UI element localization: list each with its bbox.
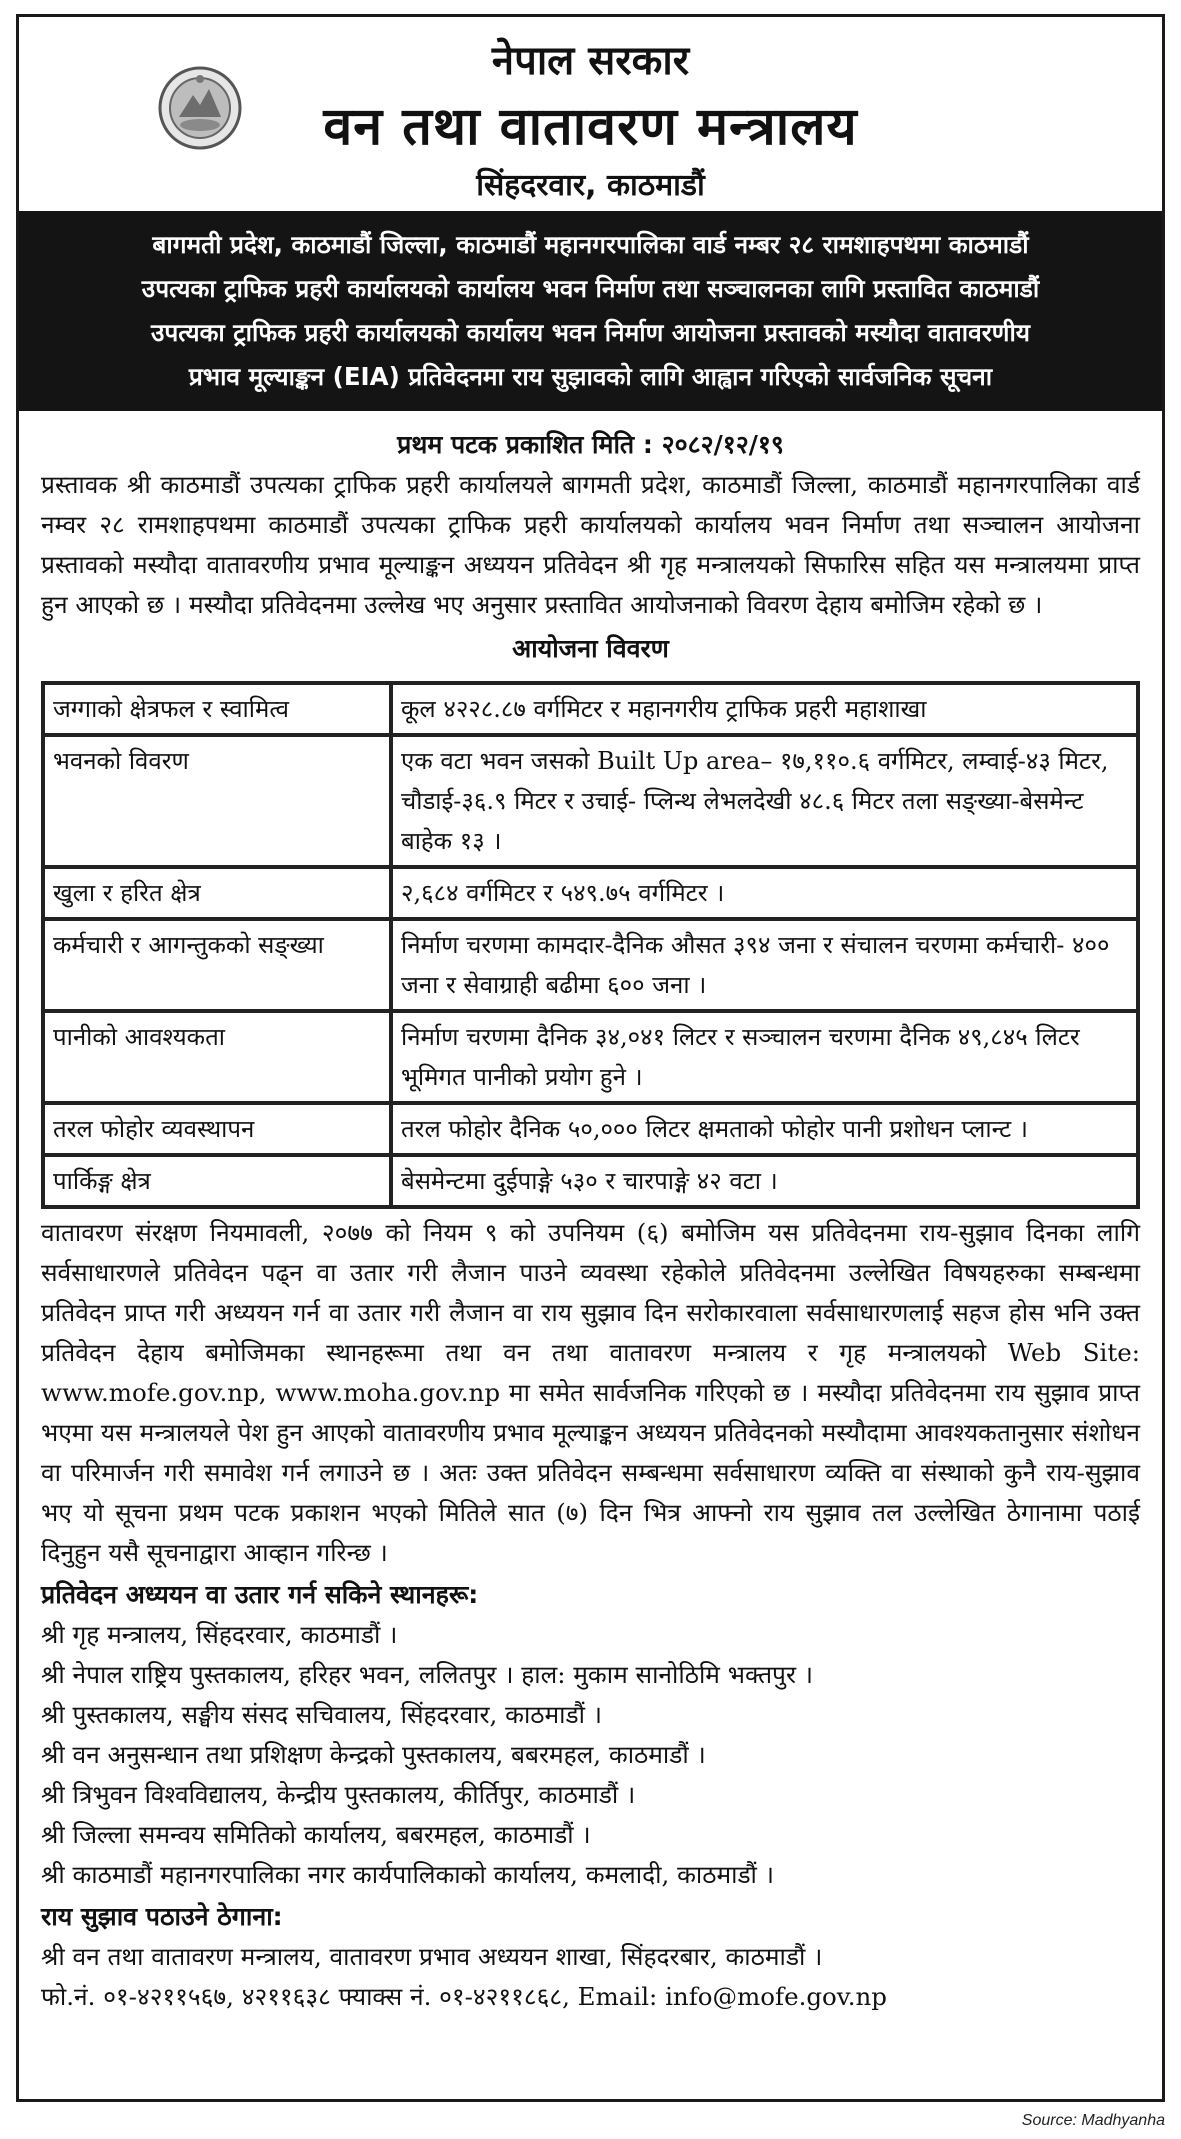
table-row: [43, 1103, 1138, 1155]
detail-label: भवनको विवरण: [43, 735, 391, 867]
detail-label: कर्मचारी र आगन्तुकको सङ्ख्या: [43, 919, 391, 1011]
detail-label: तरल फोहोर व्यवस्थापन: [43, 1103, 391, 1155]
source-credit: Source: Madhyanha: [1021, 2112, 1165, 2129]
detail-value: २,६८४ वर्गमिटर र ५४९.७५ वर्गमिटर ।: [391, 867, 1138, 919]
notice-body: [19, 411, 1162, 2017]
location-item: श्री वन अनुसन्धान तथा प्रशिक्षण केन्द्रको पुस्तकालय, बबरमहल, काठमाडौं ।: [41, 1740, 706, 1769]
banner-line: बागमती प्रदेश, काठमाडौं जिल्ला, काठमाडौं महानगरपालिका वार्ड नम्बर २८ रामशाहपथमा काठमाडौं: [152, 230, 1029, 259]
location-item: श्री गृह मन्त्रालय, सिंहदरवार, काठमाडौं ।: [41, 1620, 398, 1649]
banner-line: उपत्यका ट्राफिक प्रहरी कार्यालयको कार्यालय भवन निर्माण तथा सञ्चालनका लागि प्रस्तावित काठमाडौं: [141, 274, 1040, 303]
notice-page: [16, 14, 1165, 2102]
locations-heading: प्रतिवेदन अध्ययन वा उतार गर्न सकिने स्थानहरू:: [41, 1580, 479, 1609]
contact-line: फो.नं. ०१-४२११५६७, ४२११६३८ फ्याक्स नं. ०१-४२११८६८, Email: info@mofe.gov.np: [41, 1982, 887, 2011]
notice-header: [19, 17, 1162, 203]
banner-line: प्रभाव मूल्याङ्कन (EIA) प्रतिवेदनमा राय सुझावको लागि आह्वान गरिएको सार्वजनिक सूचना: [188, 362, 993, 391]
detail-label: पानीको आवश्यकता: [43, 1011, 391, 1103]
notice-banner: [19, 211, 1162, 411]
government-title: नेपाल सरकार: [491, 38, 690, 84]
detail-label: खुला र हरित क्षेत्र: [43, 867, 391, 919]
location-item: श्री नेपाल राष्ट्रिय पुस्तकालय, हरिहर भवन, ललितपुर । हाल: मुकाम सानोठिमि भक्तपुर ।: [41, 1660, 814, 1689]
table-row: [43, 919, 1138, 1011]
project-section-title: आयोजना विवरण: [512, 634, 669, 663]
location-item: श्री काठमाडौं महानगरपालिका नगर कार्यपालिकाको कार्यालय, कमलादी, काठमाडौं ।: [41, 1860, 774, 1889]
main-paragraph: वातावरण संरक्षण नियमावली, २०७७ को नियम ९ को उपनियम (६) बमोजिम यस प्रतिवेदनमा राय-सुझाव दिनका लागि सर्वसाधारणले प्रतिवेदन पढ्न वा उतार गरी लैजान पाउने व्यवस्था रहेकोले प्रतिवेदनमा उल्लेखित विषयहरुका सम्बन्धमा प्रतिवेदन प्राप्त गरी अध्ययन गर्न वा उतार गरी लैजान वा राय सुझाव दिन सरोकारवाला सर्वसाधारणलाई सहज होस भनि उक्त प्रतिवेदन देहाय बमोजिमका स्थानहरूमा तथा वन तथा वातावरण मन्त्रालय र गृह मन्त्रालयको Web Site: www.mofe.gov.np, www.moha.gov.np मा समेत सार्वजनिक गरिएको छ । मस्यौदा प्रतिवेदनमा राय सुझाव प्राप्त भएमा यस मन्त्रालयले पेश हुन आएको वातावरणीय प्रभाव मूल्याङ्कन अध्ययन प्रतिवेदनको मस्यौदामा आवश्यकतानुसार संशोधन वा परिमार्जन गरी समावेश गर्न लगाउने छ । अतः उक्त प्रतिवेदन सम्बन्धमा सर्वसाधारण व्यक्ति वा संस्थाको कुनै राय-सुझाव भए यो सूचना प्रथम पटक प्रकाशन भएको मितिले सात (७) दिन भित्र आफ्नो राय सुझाव तल उल्लेखित ठेगानामा पठाई दिनुहुन यसै सूचनाद्वारा आव्हान गरिन्छ ।: [41, 1218, 1140, 1567]
location-item: श्री जिल्ला समन्वय समितिको कार्यालय, बबरमहल, काठमाडौं ।: [41, 1820, 591, 1849]
detail-value: तरल फोहोर दैनिक ५०,००० लिटर क्षमताको फोहोर पानी प्रशोधन प्लान्ट ।: [391, 1103, 1138, 1155]
ministry-address: सिंहदरवार, काठमाडौं: [476, 168, 705, 203]
detail-label: जग्गाको क्षेत्रफल र स्वामित्व: [43, 683, 391, 735]
table-row: [43, 1011, 1138, 1103]
location-item: श्री त्रिभुवन विश्वविद्यालय, केन्द्रीय पुस्तकालय, कीर्तिपुर, काठमाडौं ।: [41, 1780, 636, 1809]
table-row: [43, 1155, 1138, 1207]
ministry-title: वन तथा वातावरण मन्त्रालय: [323, 97, 858, 157]
address-line: श्री वन तथा वातावरण मन्त्रालय, वातावरण प्रभाव अध्ययन शाखा, सिंहदरबार, काठमाडौं ।: [41, 1942, 823, 1971]
table-row: [43, 683, 1138, 735]
project-details-table: [41, 681, 1140, 1209]
detail-label: पार्किङ्ग क्षेत्र: [43, 1155, 391, 1207]
intro-paragraph: प्रस्तावक श्री काठमाडौं उपत्यका ट्राफिक प्रहरी कार्यालयले बागमती प्रदेश, काठमाडौं जिल्ला, काठमाडौं महानगरपालिका वार्ड नम्वर २८ रामशाहपथमा काठमाडौं उपत्यका ट्राफिक प्रहरी कार्यालयको कार्यालय भवन निर्माण तथा सञ्चालन आयोजना प्रस्तावको मस्यौदा वातावरणीय प्रभाव मूल्याङ्कन अध्ययन प्रतिवेदन श्री गृह मन्त्रालयको सिफारिस सहित यस मन्त्रालयमा प्राप्त हुन आएको छ । मस्यौदा प्रतिवेदनमा उल्लेख भए अनुसार प्रस्तावित आयोजनाको विवरण देहाय बमोजिम रहेको छ ।: [41, 470, 1140, 619]
detail-value: बेसमेन्टमा दुईपाङ्गे ५३० र चारपाङ्गे ४२ वटा ।: [391, 1155, 1138, 1207]
detail-value: निर्माण चरणमा कामदार-दैनिक औसत ३९४ जना र संचालन चरणमा कर्मचारी- ४०० जना र सेवाग्राही बढीमा ६०० जना ।: [391, 919, 1138, 1011]
location-item: श्री पुस्तकालय, सङ्घीय संसद सचिवालय, सिंहदरवार, काठमाडौं ।: [41, 1700, 603, 1729]
detail-value: निर्माण चरणमा दैनिक ३४,०४१ लिटर र सञ्चालन चरणमा दैनिक ४९,८४५ लिटर भूमिगत पानीको प्रयोग हुने ।: [391, 1011, 1138, 1103]
detail-value: कूल ४२२८.८७ वर्गमिटर र महानगरीय ट्राफिक प्रहरी महाशाखा: [391, 683, 1138, 735]
banner-line: उपत्यका ट्राफिक प्रहरी कार्यालयको कार्यालय भवन निर्माण आयोजना प्रस्तावको मस्यौदा वातावरणीय: [150, 318, 1031, 347]
table-row: [43, 867, 1138, 919]
address-heading: राय सुझाव पठाउने ठेगाना:: [41, 1902, 283, 1931]
publication-date: प्रथम पटक प्रकाशित मिति : २०८२/१२/१९: [397, 430, 784, 459]
table-row: [43, 735, 1138, 867]
detail-value: एक वटा भवन जसको Built Up area– १७,११०.६ वर्गमिटर, लम्वाई-४३ मिटर, चौडाई-३६.९ मिटर र उचाई- प्लिन्थ लेभलदेखी ४८.६ मिटर तला सङ्ख्या-बेसमेन्ट बाहेक १३ ।: [391, 735, 1138, 867]
